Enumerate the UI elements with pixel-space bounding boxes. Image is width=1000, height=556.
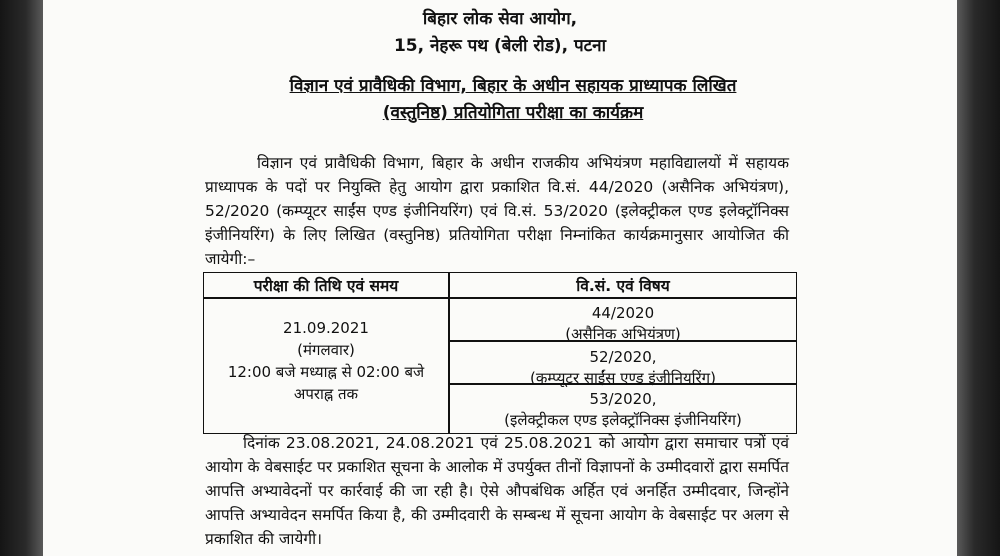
intro-paragraph: विज्ञान एवं प्रावैधिकी विभाग, बिहार के अधीन राजकीय अभियंत्रण महाविद्यालयों में सहायक प्राध्यापक के पदों पर नियुक्ति हेतु आयोग द्वारा प्रकाशित वि.सं. 44/2020 (असैनिक अभियंत्रण), 52/2020 (कम्प्यूटर साईंस एण्ड इंजीनियरिंग) एवं वि.सं. 53/2020 (इलेक्ट्रीकल एण्ड इलेक्ट्रॉनिक्स इंजीनियरिंग) के लिए लिखित (वस्तुनिष्ठ) प्रतियोगिता परीक्षा निम्नांकित कार्यक्रमानुसार आयोजित की जायेगी:–	[205, 154, 789, 268]
exam-schedule-table	[203, 272, 797, 434]
exam-date: 21.09.2021	[283, 319, 369, 337]
subject-name: (इलेक्ट्रीकल एण्ड इलेक्ट्रॉनिक्स इंजीनियरिंग)	[504, 411, 742, 429]
subject-cell-cse	[450, 347, 796, 389]
subject-number: 53/2020,	[589, 390, 657, 408]
exam-day: (मंगलवार)	[297, 341, 355, 359]
exam-date-cell	[204, 317, 448, 405]
table-header-subject: वि.सं. एवं विषय	[576, 277, 670, 295]
title-line-2: (वस्तुनिष्ठ) प्रतियोगिता परीक्षा का कार्यक्रम	[382, 103, 644, 123]
subject-cell-eee	[450, 389, 796, 431]
document-page	[43, 0, 957, 556]
org-address: 15, नेहरू पथ (बेली रोड), पटना	[393, 36, 607, 56]
subject-cell-civil	[450, 303, 796, 345]
title-line-1: विज्ञान एवं प्रावैधिकी विभाग, बिहार के अधीन सहायक प्राध्यापक लिखित	[289, 76, 737, 96]
subject-name: (कम्प्यूटर साईंस एण्ड इंजीनियरिंग)	[530, 369, 716, 387]
exam-time-end: अपराह्न तक	[293, 385, 359, 403]
table-header-date: परीक्षा की तिथि एवं समय	[253, 277, 399, 295]
screen-edge-right	[957, 0, 1000, 556]
subject-number: 52/2020,	[589, 348, 657, 366]
org-name: बिहार लोक सेवा आयोग,	[422, 9, 578, 29]
exam-time: 12:00 बजे मध्याह्न से 02:00 बजे	[227, 363, 425, 381]
screen-edge-left	[0, 0, 43, 556]
subject-name: (असैनिक अभियंत्रण)	[565, 325, 681, 343]
subject-number: 44/2020	[591, 304, 655, 322]
notice-title	[193, 73, 833, 127]
closing-paragraph: दिनांक 23.08.2021, 24.08.2021 एवं 25.08.2021 को आयोग द्वारा समाचार पत्रों एवं आयोग के वेबसाईट पर प्रकाशित सूचना के आलोक में उपर्युक्त तीनों विज्ञापनों के उम्मीदवारों द्वारा समर्पित आपत्ति अभ्यावेदनों पर कार्रवाई की जा रही है। ऐसे औपबंधिक अर्हित एवं अनर्हित उम्मीदवार, जिन्होंने आपत्ति अभ्यावेदन समर्पित किया है, की उम्मीदवारी के सम्बन्ध में सूचना आयोग के वेबसाईट पर अलग से प्रकाशित की जायेगी।	[205, 434, 789, 548]
